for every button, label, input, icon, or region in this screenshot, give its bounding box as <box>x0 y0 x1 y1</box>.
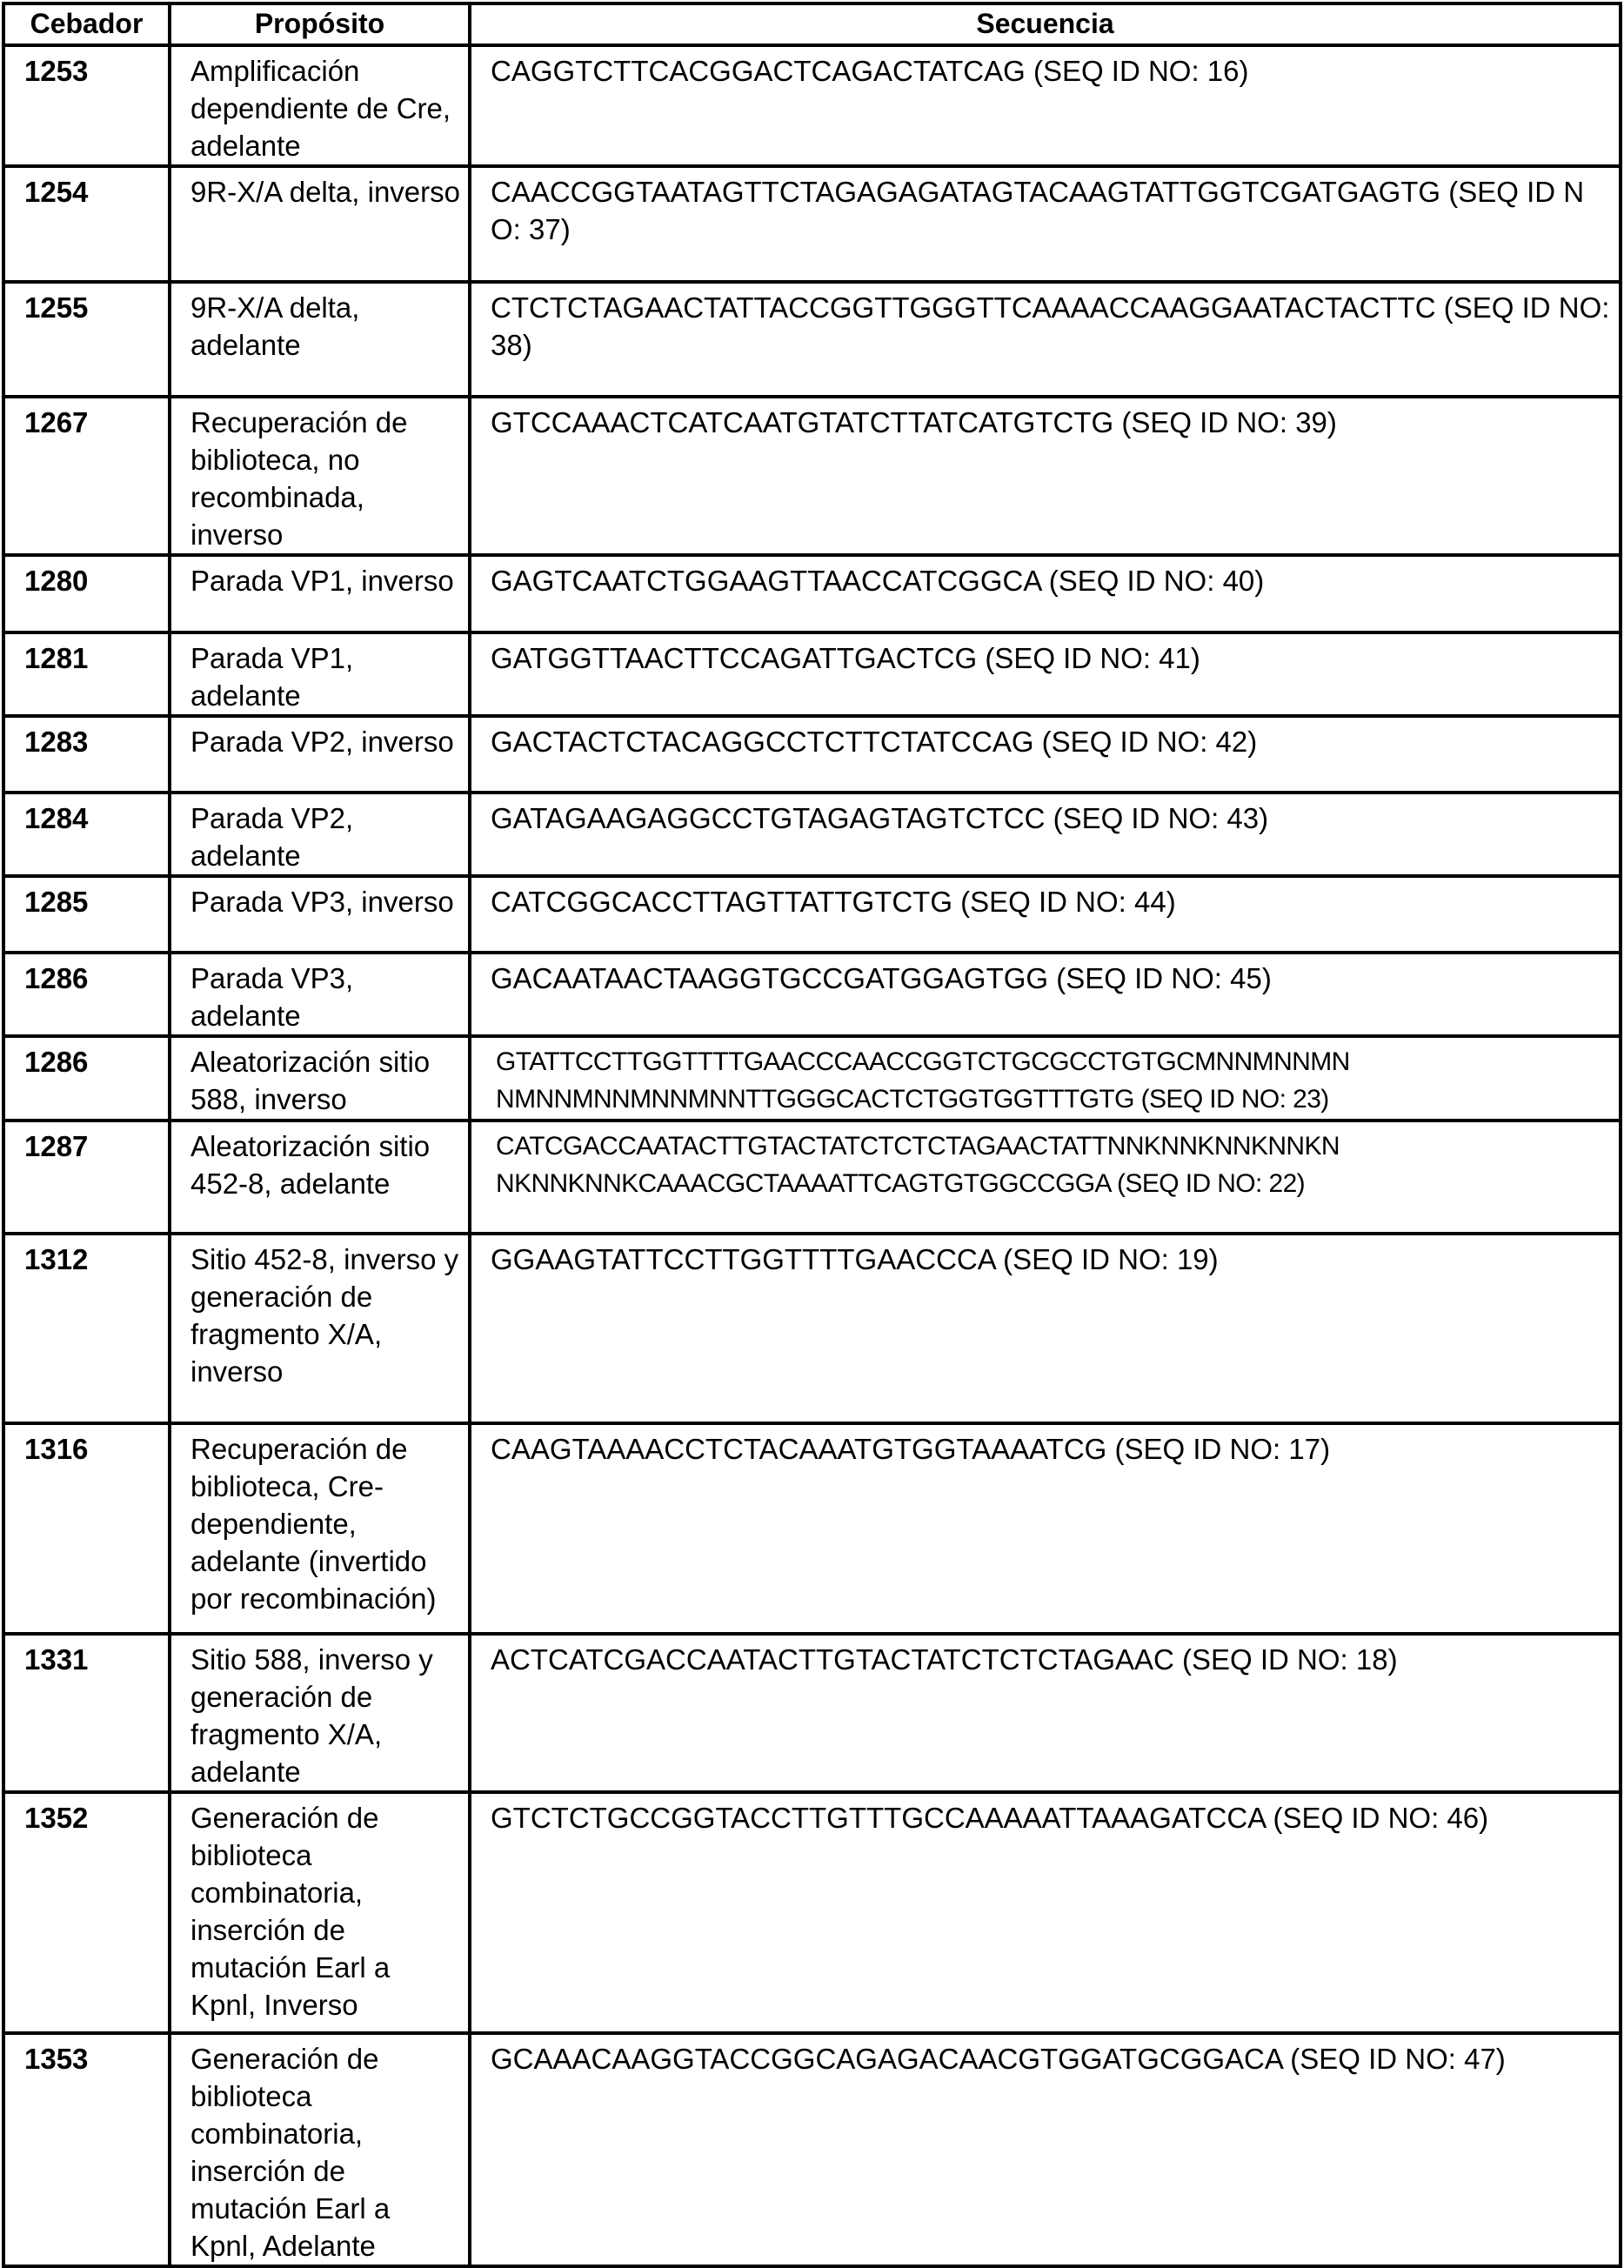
primer-sequence: GCAAACAAGGTACCGGCAGAGACAACGTGGATGCGGACA (SEQ ID NO: 47) <box>470 2033 1621 2266</box>
primer-purpose: Parada VP2, inverso <box>170 716 470 793</box>
primer-purpose: Parada VP3, adelante <box>170 953 470 1036</box>
table-row <box>3 1634 1621 1792</box>
primer-purpose: Generación de biblioteca combinatoria, inserción de mutación Earl a Kpnl, Adelante <box>170 2033 470 2266</box>
primer-id: 1285 <box>3 876 170 953</box>
primer-purpose: 9R-X/A delta, adelante <box>170 282 470 397</box>
sequence-line: CATCGACCAATACTTGTACTATCTCTCTAGAACTATTNNKNNKNNKNNKN <box>496 1132 1340 1161</box>
primer-id: 1331 <box>3 1634 170 1792</box>
primer-sequence: GACAATAACTAAGGTGCCGATGGAGTGG (SEQ ID NO: 45) <box>470 953 1621 1036</box>
primer-id: 1284 <box>3 793 170 876</box>
primer-id: 1280 <box>3 555 170 632</box>
primer-purpose: Amplificación dependiente de Cre, adelante <box>170 45 470 166</box>
table-row <box>3 45 1621 166</box>
table-row <box>3 1792 1621 2033</box>
primer-sequence: GATGGTTAACTTCCAGATTGACTCG (SEQ ID NO: 41) <box>470 632 1621 716</box>
primer-id: 1283 <box>3 716 170 793</box>
table-row <box>3 632 1621 716</box>
primer-sequence: CTCTCTAGAACTATTACCGGTTGGGTTCAAAACCAAGGAATACTACTTC (SEQ ID NO: 38) <box>470 282 1621 397</box>
primer-sequence <box>470 1121 1621 1234</box>
primer-purpose: Recuperación de biblioteca, Cre-dependiente, adelante (invertido por recombinación) <box>170 1423 470 1634</box>
primer-id: 1255 <box>3 282 170 397</box>
header-sequence: Secuencia <box>470 3 1621 45</box>
primer-id: 1352 <box>3 1792 170 2033</box>
primer-purpose: Sitio 452-8, inverso y generación de fragmento X/A, inverso <box>170 1234 470 1423</box>
table-row <box>3 555 1621 632</box>
table-row <box>3 1423 1621 1634</box>
primer-purpose: Parada VP3, inverso <box>170 876 470 953</box>
primer-purpose: Parada VP2, adelante <box>170 793 470 876</box>
sequence-line: GTATTCCTTGGTTTTGAACCCAACCGGTCTGCGCCTGTGCMNNMNNMN <box>496 1047 1350 1076</box>
primer-id: 1253 <box>3 45 170 166</box>
primer-sequence: ACTCATCGACCAATACTTGTACTATCTCTCTAGAAC (SEQ ID NO: 18) <box>470 1634 1621 1792</box>
table-row <box>3 953 1621 1036</box>
table-row <box>3 1121 1621 1234</box>
primer-purpose: Generación de biblioteca combinatoria, inserción de mutación Earl a Kpnl, Inverso <box>170 1792 470 2033</box>
primer-id: 1267 <box>3 397 170 555</box>
primer-sequence: CAGGTCTTCACGGACTCAGACTATCAG (SEQ ID NO: 16) <box>470 45 1621 166</box>
primer-sequence: GAGTCAATCTGGAAGTTAACCATCGGCA (SEQ ID NO: 40) <box>470 555 1621 632</box>
sequence-line: NMNNMNNMNNMNNTTGGGCACTCTGGTGGTTTGTG (SEQ ID NO: 23) <box>496 1085 1329 1114</box>
table-body <box>3 45 1621 2266</box>
table-row <box>3 1234 1621 1423</box>
header-primer: Cebador <box>3 3 170 45</box>
primer-id: 1286 <box>3 1036 170 1121</box>
primer-purpose: Parada VP1, inverso <box>170 555 470 632</box>
primer-sequence: CATCGGCACCTTAGTTATTGTCTG (SEQ ID NO: 44) <box>470 876 1621 953</box>
primer-sequence <box>470 1036 1621 1121</box>
primer-purpose: Aleatorización sitio 588, inverso <box>170 1036 470 1121</box>
primer-id: 1312 <box>3 1234 170 1423</box>
primer-sequence: GATAGAAGAGGCCTGTAGAGTAGTCTCC (SEQ ID NO: 43) <box>470 793 1621 876</box>
primer-table <box>2 2 1622 2268</box>
header-purpose: Propósito <box>170 3 470 45</box>
primer-purpose: Sitio 588, inverso y generación de fragmento X/A, adelante <box>170 1634 470 1792</box>
primer-purpose: Aleatorización sitio 452-8, adelante <box>170 1121 470 1234</box>
table-row <box>3 397 1621 555</box>
sequence-line: NKNNKNNKCAAACGCTAAAATTCAGTGTGGCCGGA (SEQ ID NO: 22) <box>496 1169 1306 1198</box>
table-row <box>3 1036 1621 1121</box>
primer-sequence: CAACCGGTAATAGTTCTAGAGAGATAGTACAAGTATTGGTCGATGAGTG (SEQ ID NO: 37) <box>470 166 1621 282</box>
primer-sequence: GTCCAAACTCATCAATGTATCTTATCATGTCTG (SEQ ID NO: 39) <box>470 397 1621 555</box>
primer-purpose: Recuperación de biblioteca, no recombinada, inverso <box>170 397 470 555</box>
primer-sequence: GGAAGTATTCCTTGGTTTTGAACCCA (SEQ ID NO: 19) <box>470 1234 1621 1423</box>
table-row <box>3 876 1621 953</box>
primer-id: 1286 <box>3 953 170 1036</box>
primer-sequence: CAAGTAAAACCTCTACAAATGTGGTAAAATCG (SEQ ID NO: 17) <box>470 1423 1621 1634</box>
table-row <box>3 166 1621 282</box>
table-row <box>3 2033 1621 2266</box>
primer-id: 1353 <box>3 2033 170 2266</box>
primer-id: 1287 <box>3 1121 170 1234</box>
table-row <box>3 793 1621 876</box>
primer-purpose: Parada VP1, adelante <box>170 632 470 716</box>
primer-purpose: 9R-X/A delta, inverso <box>170 166 470 282</box>
primer-id: 1316 <box>3 1423 170 1634</box>
table-row <box>3 282 1621 397</box>
primer-sequence: GACTACTCTACAGGCCTCTTCTATCCAG (SEQ ID NO: 42) <box>470 716 1621 793</box>
header-row <box>3 3 1621 45</box>
primer-id: 1254 <box>3 166 170 282</box>
table-row <box>3 716 1621 793</box>
primer-sequence: GTCTCTGCCGGTACCTTGTTTGCCAAAAATTAAAGATCCA (SEQ ID NO: 46) <box>470 1792 1621 2033</box>
primer-id: 1281 <box>3 632 170 716</box>
